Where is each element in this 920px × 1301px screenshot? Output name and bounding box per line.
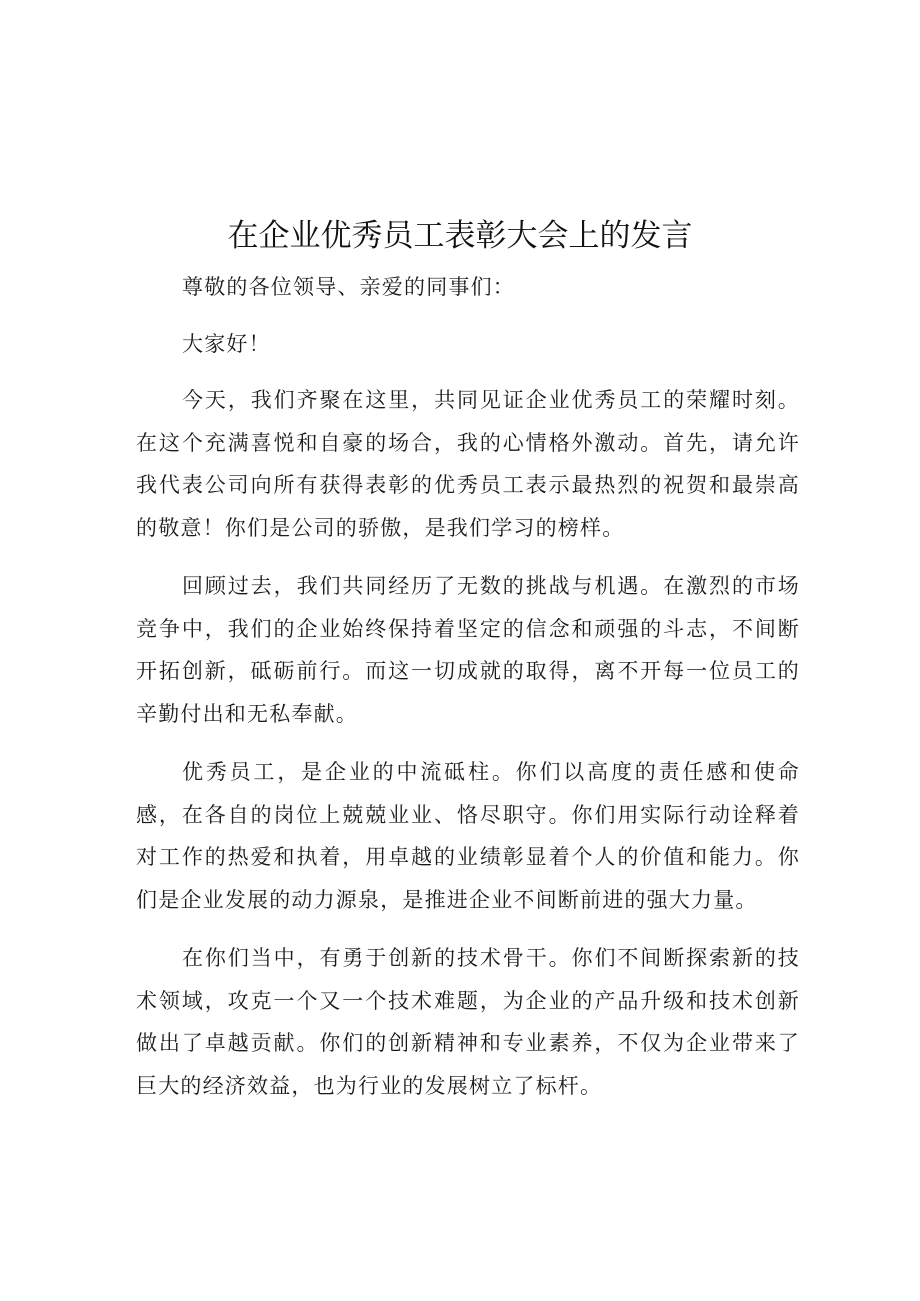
paragraph: 今天，我们齐聚在这里，共同见证企业优秀员工的荣耀时刻。在这个充满喜悦和自豪的场合，我的心情格外激动。首先，请允许我代表公司向所有获得表彰的优秀员工表示最热烈的祝贺和最崇高的敬意！你们是公司的骄傲，是我们学习的榜样。 bbox=[136, 388, 800, 540]
paragraph: 优秀员工，是企业的中流砥柱。你们以高度的责任感和使命感，在各自的岗位上兢兢业业、恪尽职守。你们用实际行动诠释着对工作的热爱和执着，用卓越的业绩彰显着个人的价值和能力。你们是企业发展的动力源泉，是推进企业不间断前进的强大力量。 bbox=[136, 760, 800, 912]
document-title: 在企业优秀员工表彰大会上的发言 bbox=[227, 218, 693, 254]
paragraph: 在你们当中，有勇于创新的技术骨干。你们不间断探索新的技术领域，攻克一个又一个技术难题，为企业的产品升级和技术创新做出了卓越贡献。你们的创新精神和专业素养，不仅为企业带来了巨大的经济效益，也为行业的发展树立了标杆。 bbox=[136, 946, 800, 1098]
salutation: 尊敬的各位领导、亲爱的同事们： bbox=[182, 275, 515, 299]
paragraph: 回顾过去，我们共同经历了无数的挑战与机遇。在激烈的市场竞争中，我们的企业始终保持着坚定的信念和顽强的斗志，不间断开拓创新，砥砺前行。而这一切成就的取得，离不开每一位员工的辛勤付出和无私奉献。 bbox=[136, 574, 800, 726]
greeting: 大家好！ bbox=[182, 331, 271, 356]
document-body bbox=[136, 266, 800, 1123]
